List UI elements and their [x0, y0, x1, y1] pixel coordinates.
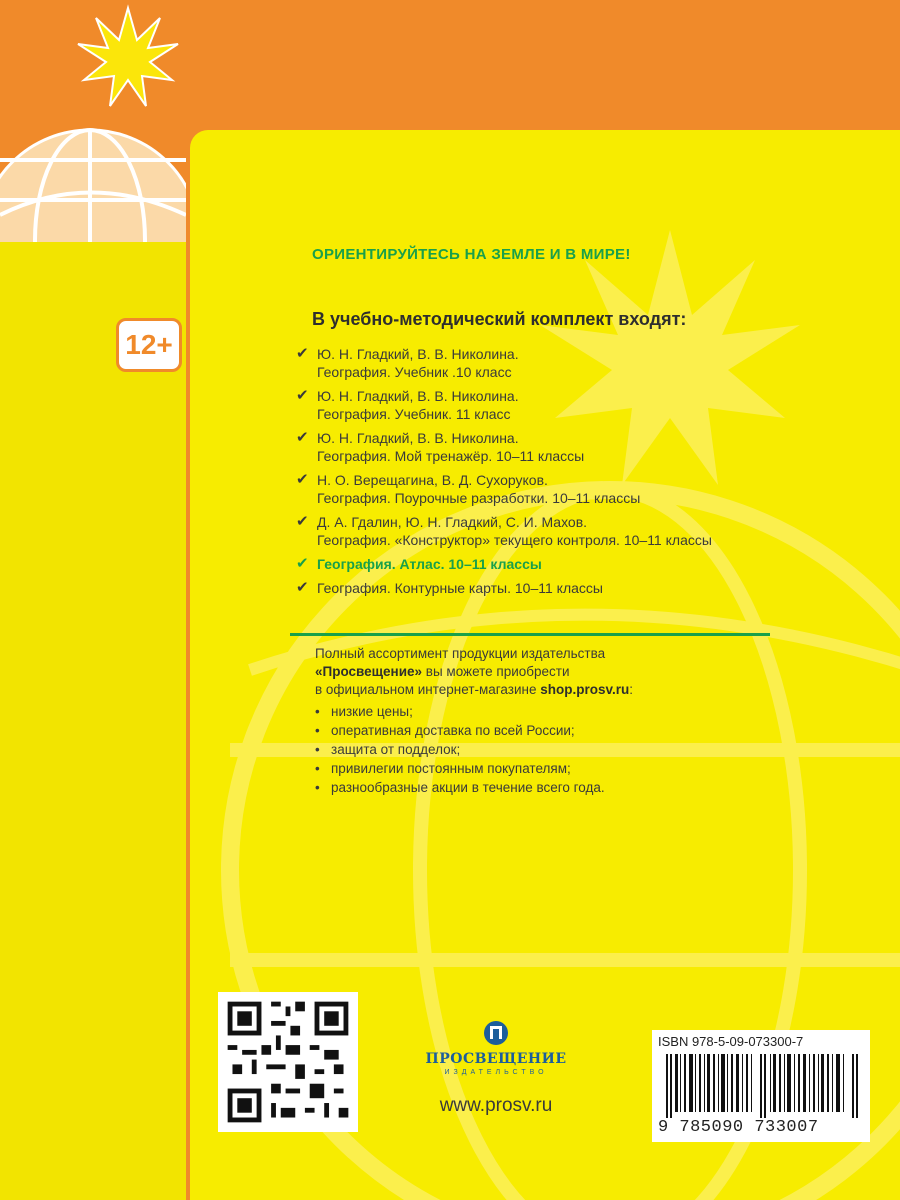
kit-item	[296, 579, 712, 597]
kit-item-authors: Ю. Н. Гладкий, В. В. Николина.	[317, 430, 519, 446]
publisher-website-link[interactable]: www.prosv.ru	[439, 1095, 553, 1116]
age-rating-badge: 12+	[116, 318, 182, 372]
kit-item	[296, 429, 712, 465]
kit-item-title: География. Поурочные разработки. 10–11 классы	[317, 490, 641, 506]
barcode-digits: 9 785090 733007	[658, 1118, 819, 1137]
kit-item	[296, 471, 712, 507]
bullet-icon: •	[315, 742, 320, 757]
isbn-barcode	[652, 1030, 870, 1142]
barcode-icon	[666, 1054, 862, 1118]
slogan: ОРИЕНТИРУЙТЕСЬ НА ЗЕМЛЕ И В МИРЕ!	[312, 246, 631, 263]
kit-item-authors: Н. О. Верещагина, В. Д. Сухоруков.	[317, 472, 548, 488]
kit-item	[296, 345, 712, 381]
kit-item-title: География. Учебник. 11 класс	[317, 406, 511, 422]
left-strip	[0, 242, 186, 1200]
publisher-emblem-icon	[483, 1020, 509, 1046]
bullet-icon: •	[315, 723, 320, 738]
isbn-label: ISBN 978-5-09-073300-7	[658, 1034, 804, 1049]
checkmark-icon: ✔	[296, 471, 309, 488]
kit-item-title: География. Контурные карты. 10–11 классы	[317, 580, 603, 596]
kit-item-title: География. «Конструктор» текущего контроля. 10–11 классы	[317, 532, 712, 548]
kit-heading: В учебно-методический комплект входят:	[312, 309, 687, 329]
publisher-subtitle: ИЗДАТЕЛЬСТВО	[444, 1069, 548, 1076]
kit-list	[296, 345, 712, 603]
kit-item-title: География. Мой тренажёр. 10–11 классы	[317, 448, 585, 464]
list-item: • разнообразные акции в течение всего года.	[315, 780, 605, 795]
kit-item	[296, 513, 712, 549]
qr-code-icon	[218, 992, 358, 1132]
list-item: • низкие цены;	[315, 704, 413, 719]
checkmark-icon: ✔	[296, 579, 309, 596]
kit-item-authors: Д. А. Гдалин, Ю. Н. Гладкий, С. И. Махов.	[317, 514, 588, 530]
kit-item-title: География. Атлас. 10–11 классы	[317, 556, 542, 572]
qr-code[interactable]	[218, 992, 358, 1132]
list-item: • привилегии постоянным покупателям;	[315, 761, 571, 776]
checkmark-icon: ✔	[296, 387, 309, 404]
checkmark-icon: ✔	[296, 555, 309, 572]
kit-item	[296, 387, 712, 423]
bullet-icon: •	[315, 704, 320, 719]
kit-item-atlas	[296, 555, 712, 573]
divider	[290, 633, 770, 636]
shop-url-link[interactable]: shop.prosv.ru	[540, 682, 630, 697]
list-item: • оперативная доставка по всей России;	[315, 723, 575, 738]
checkmark-icon: ✔	[296, 345, 309, 362]
bullet-icon: •	[315, 780, 320, 795]
publisher-logo	[416, 1020, 576, 1076]
sun-burst-icon	[78, 8, 178, 106]
bullet-icon: •	[315, 761, 320, 776]
shop-line-3: в официальном интернет-магазине	[315, 682, 541, 697]
shop-benefits-list	[315, 702, 633, 797]
kit-item-title: География. Учебник .10 класс	[317, 364, 512, 380]
kit-item-authors: Ю. Н. Гладкий, В. В. Николина.	[317, 346, 519, 362]
shop-info: Полный ассортимент продукции издательства «Просвещение» вы можете приобрести в официальном интернет-магазине shop.prosv.ru: • низкие цены; • оперативная доставка по всей России; • защита от подделок; • привилегии постоянным покупателям; • разнообразные акции в течение всего года.	[315, 646, 634, 795]
shop-line-1: Полный ассортимент продукции издательства	[315, 646, 606, 661]
checkmark-icon: ✔	[296, 429, 309, 446]
list-item: • защита от подделок;	[315, 742, 461, 757]
shop-line-2: вы можете приобрести	[422, 664, 570, 679]
publisher-name-quoted: «Просвещение»	[315, 664, 423, 679]
checkmark-icon: ✔	[296, 513, 309, 530]
kit-item-authors: Ю. Н. Гладкий, В. В. Николина.	[317, 388, 519, 404]
publisher-name: ПРОСВЕЩЕНИЕ	[425, 1051, 567, 1067]
